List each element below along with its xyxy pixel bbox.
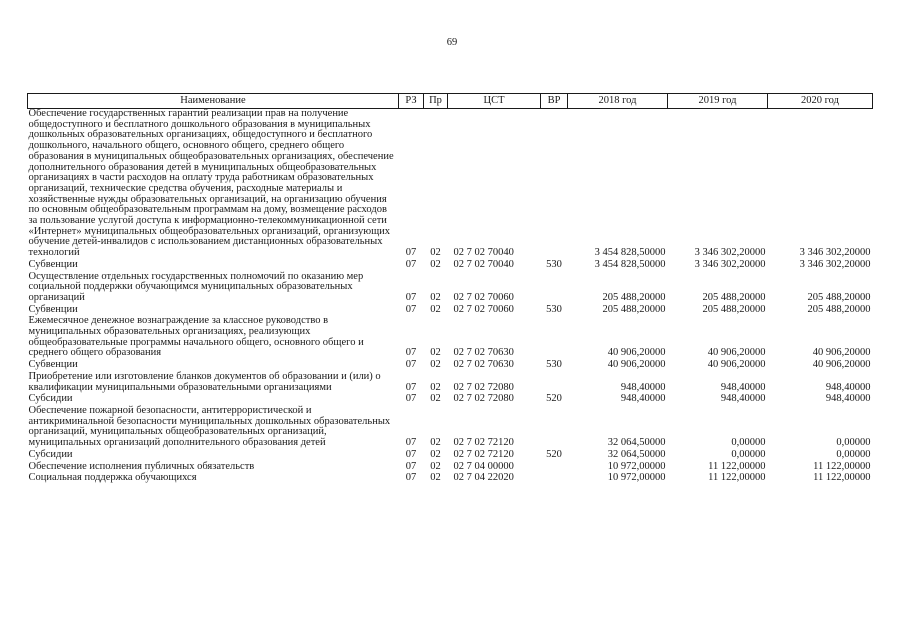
cell-y2018: 40 906,20000 xyxy=(607,359,666,371)
cell-cst: 02 7 02 70040 xyxy=(453,258,514,270)
cell-name: Осуществление отдельных государственных полномочий по оказанию мер социальной поддержки обучающимся муниципальных образовательных организаций xyxy=(28,270,364,303)
table-header xyxy=(28,94,873,109)
cell-cst: 02 7 02 72120 xyxy=(453,437,514,449)
cell-y2019: 40 906,20000 xyxy=(707,359,766,371)
cell-vr xyxy=(541,406,568,450)
cell-vr xyxy=(541,272,568,305)
header-vr: ВР xyxy=(541,94,568,109)
header-pr: Пр xyxy=(424,94,448,109)
header-2020: 2020 год xyxy=(768,94,873,109)
cell-rz: 07 xyxy=(405,291,417,303)
cell-name: Субсидии xyxy=(28,393,73,405)
cell-y2018: 40 906,20000 xyxy=(607,347,666,359)
cell-pr: 02 xyxy=(430,258,441,270)
cell-rz: 07 xyxy=(405,381,417,393)
table-row xyxy=(28,450,873,462)
cell-y2018: 32 064,50000 xyxy=(607,437,666,449)
budget-table xyxy=(27,93,873,485)
cell-rz: 07 xyxy=(405,448,417,460)
cell-y2019: 3 346 302,20000 xyxy=(694,247,766,259)
cell-y2020: 0,00000 xyxy=(836,437,871,449)
cell-name: Субвенции xyxy=(28,303,78,315)
header-2018: 2018 год xyxy=(568,94,668,109)
cell-rz: 07 xyxy=(405,460,417,472)
cell-name: Приобретение или изготовление бланков документов об образовании и (или) о квалификации муниципальными образовательными организациями xyxy=(28,370,381,393)
cell-cst: 02 7 04 00000 xyxy=(453,460,514,472)
cell-y2018: 10 972,00000 xyxy=(607,472,666,484)
cell-cst: 02 7 02 72080 xyxy=(453,381,514,393)
cell-y2019: 40 906,20000 xyxy=(707,347,766,359)
cell-y2018: 948,40000 xyxy=(620,381,666,393)
cell-cst: 02 7 02 70060 xyxy=(453,303,514,315)
cell-rz: 07 xyxy=(405,347,417,359)
cell-y2020: 0,00000 xyxy=(836,448,871,460)
cell-pr: 02 xyxy=(430,247,441,259)
table-row xyxy=(28,406,873,450)
cell-cst: 02 7 04 22020 xyxy=(453,472,514,484)
cell-rz: 07 xyxy=(405,258,417,270)
cell-vr xyxy=(541,462,568,474)
table-row xyxy=(28,316,873,360)
table-row xyxy=(28,260,873,272)
cell-vr: 530 xyxy=(546,359,562,371)
cell-y2020: 3 346 302,20000 xyxy=(799,247,871,259)
table-row xyxy=(28,272,873,305)
cell-pr: 02 xyxy=(430,303,441,315)
cell-cst: 02 7 02 70060 xyxy=(453,291,514,303)
table-body xyxy=(28,109,873,485)
cell-y2018: 205 488,20000 xyxy=(602,291,666,303)
cell-y2019: 0,00000 xyxy=(731,448,766,460)
cell-rz: 07 xyxy=(405,437,417,449)
cell-pr: 02 xyxy=(430,472,441,484)
cell-y2019: 205 488,20000 xyxy=(702,291,766,303)
cell-y2019: 11 122,00000 xyxy=(708,460,766,472)
cell-vr: 530 xyxy=(546,258,562,270)
cell-y2020: 11 122,00000 xyxy=(813,460,871,472)
cell-name: Обеспечение государственных гарантий реализации прав на получение общедоступного и бесплатного дошкольного образования в муниципальных дошкольных образовательных организациях, общедоступного и бесплатного дошкольного, начального общего, основного общего, среднего общего образования в муниципальных общеобразовательных организациях, обеспечение дополнительного образования детей в муниципальных общеобразовательных организациях в части расходов на оплату труда работникам образовательных организаций, технические средства обучения, расходные материалы и хозяйственные нужды образовательных организаций, на организацию обучения по основным общеобразовательным программам на дому, возмещение расходов за пользование услугой доступа к информационно-телекоммуникационной сети «Интернет» муниципальных общеобразовательных организаций, организующих обучение детей-инвалидов с использованием дистанционных образовательных технологий xyxy=(28,108,394,259)
table-row xyxy=(28,473,873,485)
cell-y2019: 948,40000 xyxy=(720,381,766,393)
cell-y2019: 3 346 302,20000 xyxy=(694,258,766,270)
table-row xyxy=(28,109,873,260)
cell-cst: 02 7 02 72080 xyxy=(453,393,514,405)
header-name: Наименование xyxy=(28,94,399,109)
cell-name: Субвенции xyxy=(28,359,78,371)
cell-rz: 07 xyxy=(405,393,417,405)
cell-rz: 07 xyxy=(405,247,417,259)
table-row xyxy=(28,372,873,394)
cell-y2018: 32 064,50000 xyxy=(607,448,666,460)
cell-cst: 02 7 02 70040 xyxy=(453,247,514,259)
cell-y2020: 11 122,00000 xyxy=(813,472,871,484)
cell-cst: 02 7 02 72120 xyxy=(453,448,514,460)
cell-name: Ежемесячное денежное вознаграждение за классное руководство в муниципальных образовательных организациях, реализующих общеобразовательные программы начального общего, основного общего и среднего общего образования xyxy=(28,315,364,359)
cell-y2018: 3 454 828,50000 xyxy=(594,258,666,270)
cell-pr: 02 xyxy=(430,291,441,303)
cell-y2018: 10 972,00000 xyxy=(607,460,666,472)
cell-name: Обеспечение исполнения публичных обязательств xyxy=(28,460,255,472)
cell-y2020: 3 346 302,20000 xyxy=(799,258,871,270)
cell-y2020: 205 488,20000 xyxy=(807,291,871,303)
cell-pr: 02 xyxy=(430,460,441,472)
cell-vr xyxy=(541,316,568,360)
cell-y2018: 948,40000 xyxy=(620,393,666,405)
cell-y2018: 205 488,20000 xyxy=(602,303,666,315)
cell-vr xyxy=(541,109,568,260)
cell-y2020: 40 906,20000 xyxy=(812,347,871,359)
cell-pr: 02 xyxy=(430,437,441,449)
cell-y2019: 11 122,00000 xyxy=(708,472,766,484)
cell-y2020: 948,40000 xyxy=(825,393,871,405)
cell-y2018: 3 454 828,50000 xyxy=(594,247,666,259)
cell-rz: 07 xyxy=(405,472,417,484)
header-2019: 2019 год xyxy=(668,94,768,109)
cell-name: Субсидии xyxy=(28,448,73,460)
cell-rz: 07 xyxy=(405,303,417,315)
cell-y2020: 205 488,20000 xyxy=(807,303,871,315)
cell-y2020: 948,40000 xyxy=(825,381,871,393)
header-cst: ЦСТ xyxy=(448,94,541,109)
cell-y2019: 0,00000 xyxy=(731,437,766,449)
cell-name: Обеспечение пожарной безопасности, антитеррористической и антикриминальной безопасности муниципальных дошкольных образовательных организаций, муниципальных общеобразовательных организаций, муниципальных организаций дополнительного образования детей xyxy=(28,404,391,449)
cell-pr: 02 xyxy=(430,347,441,359)
cell-pr: 02 xyxy=(430,359,441,371)
cell-rz: 07 xyxy=(405,359,417,371)
cell-cst: 02 7 02 70630 xyxy=(453,359,514,371)
cell-vr xyxy=(541,473,568,485)
header-rz: РЗ xyxy=(399,94,424,109)
page-number: 69 xyxy=(446,37,458,48)
cell-pr: 02 xyxy=(430,381,441,393)
cell-cst: 02 7 02 70630 xyxy=(453,347,514,359)
cell-name: Социальная поддержка обучающихся xyxy=(28,472,197,484)
cell-vr xyxy=(541,372,568,394)
cell-y2019: 205 488,20000 xyxy=(702,303,766,315)
cell-vr: 520 xyxy=(546,393,562,405)
cell-vr: 520 xyxy=(546,448,562,460)
cell-y2020: 40 906,20000 xyxy=(812,359,871,371)
cell-vr: 530 xyxy=(546,303,562,315)
cell-y2019: 948,40000 xyxy=(720,393,766,405)
cell-pr: 02 xyxy=(430,448,441,460)
cell-name: Субвенции xyxy=(28,258,78,270)
cell-pr: 02 xyxy=(430,393,441,405)
